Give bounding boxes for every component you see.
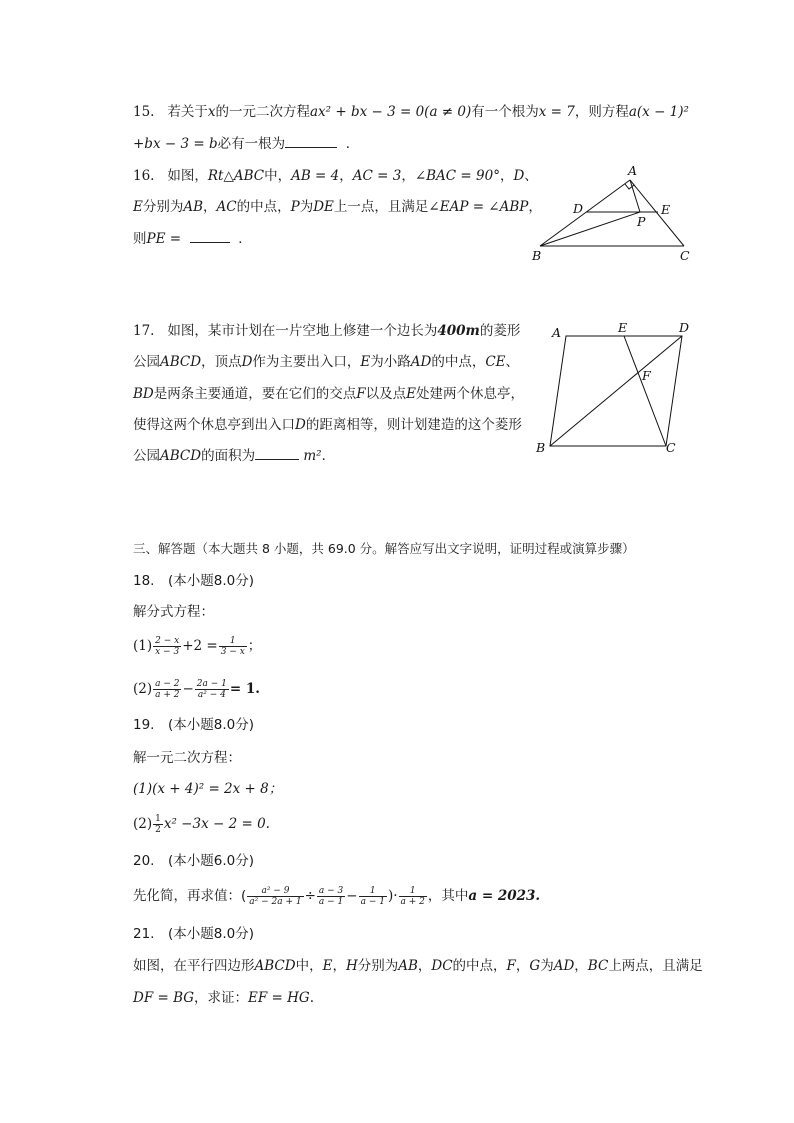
math: ÷: [304, 888, 316, 904]
denominator: x − 3: [155, 647, 180, 657]
section-3-title: 三、解答题（本大题共 8 小题，共 69.0 分。解答应写出文字说明，证明过程或演算步骤）: [133, 541, 635, 556]
q17-figure: [532, 318, 702, 460]
text: 先化简，再求值：(: [133, 888, 247, 904]
text: ，求证：: [194, 990, 249, 1006]
math: ∠EAP = ∠ABP: [428, 199, 529, 215]
text: .: [309, 990, 315, 1006]
text: 是两条主要通道，要在它们的交点: [153, 386, 357, 402]
denominator: a² − 4: [197, 690, 226, 700]
numerator: 2a − 1: [196, 679, 227, 689]
text: 上两点，且满足: [608, 958, 703, 974]
math: AC: [216, 199, 237, 215]
numerator: 2 − x: [155, 636, 180, 646]
answer-blank[interactable]: [190, 230, 230, 243]
q16-figure: [528, 162, 698, 266]
numerator: 1: [155, 814, 161, 824]
label-a: A: [628, 163, 638, 178]
math: PE =: [146, 231, 182, 247]
text: ，: [574, 958, 588, 974]
q17-line4: [133, 416, 522, 434]
text: 公园: [133, 354, 160, 370]
q16-line3: [133, 230, 252, 248]
segment-bp: [540, 212, 640, 246]
q18-head: 18. (本小题8.0分): [133, 573, 254, 589]
math: +2 =: [182, 638, 218, 654]
fraction: [153, 814, 163, 835]
text: 如图，某市计划在一片空地上修建一个边长为: [167, 323, 438, 339]
math: AD: [553, 958, 575, 974]
label-c: C: [680, 248, 690, 263]
text: 为: [540, 958, 554, 974]
q16-line2: [133, 198, 542, 216]
q15-number: 15.: [133, 104, 155, 120]
text: 为小路: [370, 354, 411, 370]
q19-head: 19. (本小题8.0分): [133, 717, 254, 733]
text: 有一个根为: [471, 104, 539, 120]
part-label: (2): [133, 816, 153, 832]
text: 中，: [295, 958, 323, 974]
text: 以及点: [365, 386, 407, 402]
segment-ce: [624, 336, 666, 446]
math: AB: [398, 958, 418, 974]
text: 分别为: [142, 199, 184, 215]
math: H: [345, 958, 358, 974]
segment-bd: [550, 336, 682, 446]
math: )·: [387, 888, 398, 904]
q18-intro: 解分式方程：: [133, 604, 214, 620]
text: 如图，: [167, 168, 208, 184]
q17-number: 17.: [133, 323, 155, 339]
text: ，: [203, 199, 217, 215]
math: BC: [587, 958, 609, 974]
part-label: (2): [133, 681, 153, 697]
numerator: 1: [399, 886, 427, 897]
math: x: [207, 104, 216, 120]
denominator: a + 2: [155, 690, 180, 700]
math: D: [241, 354, 253, 370]
text: 如图，在平行四边形: [133, 958, 255, 974]
numerator: a − 2: [155, 679, 180, 689]
segment-ab: [540, 180, 630, 246]
math: ABCD: [160, 448, 202, 464]
segment-ap: [630, 180, 640, 212]
text: ，其中: [427, 888, 469, 904]
math: E: [322, 958, 333, 974]
math: E: [133, 199, 143, 215]
denominator: a + 2: [400, 897, 425, 907]
numerator: a − 3: [318, 886, 344, 896]
numerator: 1: [359, 886, 387, 897]
text: 上一点，且满足: [333, 199, 429, 215]
q18-part2: [133, 679, 260, 700]
text: 的中点，: [431, 354, 486, 370]
math: m²: [303, 448, 322, 464]
math: AB: [183, 199, 204, 215]
q19-part2: [133, 814, 270, 835]
text: ．: [238, 231, 252, 247]
text: 的一元二次方程: [215, 104, 310, 120]
text: 的面积为: [201, 448, 256, 464]
math: ∠BAC = 90°: [414, 168, 500, 184]
text: 则: [133, 231, 147, 247]
answer-blank[interactable]: [285, 135, 337, 148]
math: −: [346, 888, 358, 904]
math: F: [356, 386, 366, 402]
part-label: (1): [133, 638, 153, 654]
text: 必有一根为: [217, 136, 286, 152]
math: D: [295, 417, 306, 433]
q19-part1: (1)(x + 4)² = 2x + 8；: [133, 781, 283, 797]
fraction: [195, 679, 229, 700]
q17-line2: [133, 353, 519, 371]
text: ；: [247, 638, 262, 654]
denominator: a − 1: [318, 897, 344, 907]
numerator: a² − 9: [247, 886, 303, 897]
q21-line1: [133, 957, 703, 975]
text: 为: [299, 199, 314, 215]
label-e: E: [661, 202, 671, 217]
text: 、: [524, 168, 538, 184]
text: ，: [339, 168, 353, 184]
numerator: 1: [219, 636, 247, 647]
q17-line3: [133, 385, 524, 403]
text: 的菱形: [479, 323, 521, 339]
fraction: [247, 886, 303, 907]
math: DE: [313, 199, 334, 215]
text: ，: [528, 199, 542, 215]
label-c: C: [666, 440, 676, 455]
text: ，: [417, 958, 432, 974]
q18-part1: [133, 636, 261, 657]
denominator: 2: [155, 825, 161, 835]
math: ax² + bx − 3 = 0(a ≠ 0): [309, 104, 472, 120]
math: x = 7: [538, 104, 575, 120]
math: DC: [431, 958, 453, 974]
label-b: B: [536, 440, 546, 455]
math: D: [513, 168, 525, 184]
text: ，: [401, 168, 415, 184]
text: ．: [345, 136, 360, 152]
math: CE: [485, 354, 506, 370]
math: a = 2023.: [468, 888, 541, 904]
fraction: [399, 886, 427, 907]
math: Rt△ABC: [207, 168, 265, 184]
text: 分别为: [357, 958, 399, 974]
math: BD: [133, 386, 154, 402]
label-d: D: [573, 201, 584, 216]
math: a(x − 1)²: [628, 104, 689, 120]
math: E: [406, 386, 416, 402]
text: 的距离相等，则计划建造的这个菱形: [305, 417, 522, 433]
label-e: E: [618, 320, 628, 335]
math: +bx − 3 = b: [133, 136, 218, 152]
q20-body: [133, 886, 540, 907]
math: −: [182, 681, 194, 697]
math: 400m: [437, 323, 480, 339]
text: 若关于: [167, 104, 208, 120]
text: 作为主要出入口，: [252, 354, 361, 370]
math: DF = BG: [133, 990, 195, 1006]
math: = 1.: [229, 681, 260, 697]
text: ．: [321, 448, 336, 464]
text: ，: [332, 958, 346, 974]
q16-number: 16.: [133, 168, 155, 184]
fraction: [317, 886, 345, 907]
answer-blank[interactable]: [255, 447, 299, 460]
denominator: a − 1: [360, 897, 385, 907]
text: 、: [505, 354, 520, 370]
label-d: D: [679, 320, 690, 335]
denominator: a² − 2a + 1: [249, 897, 302, 907]
q21-line2: [133, 989, 314, 1007]
math: AB = 4: [291, 168, 340, 184]
text: ，顶点: [201, 354, 242, 370]
text: 使得这两个休息亭到出入口: [133, 417, 295, 433]
q17-line1: [133, 322, 520, 340]
math: G: [529, 958, 541, 974]
q16-line1: [133, 167, 538, 185]
denominator: 3 − x: [220, 647, 245, 657]
label-a: A: [552, 325, 562, 340]
math: F: [506, 958, 516, 974]
text: 处建两个休息亭，: [415, 386, 524, 402]
fraction: [153, 636, 181, 657]
text: 公园: [133, 448, 160, 464]
q15-line2: [133, 135, 359, 153]
math: ABCD: [254, 958, 296, 974]
text: 中，: [264, 168, 292, 184]
q17-line5: [133, 447, 335, 465]
text: 的中点，: [452, 958, 507, 974]
label-p: P: [637, 214, 646, 229]
q15-line1: [133, 103, 689, 121]
fraction: [153, 679, 181, 700]
math: E: [360, 354, 371, 370]
q20-head: 20. (本小题6.0分): [133, 853, 254, 869]
label-b: B: [532, 248, 542, 263]
fraction: [219, 636, 247, 657]
math: x² −3x − 2 = 0.: [163, 816, 270, 832]
math: EF = HG: [248, 990, 310, 1006]
math: ABCD: [160, 354, 202, 370]
text: ，则方程: [574, 104, 629, 120]
text: ，: [499, 168, 514, 184]
math: AC = 3: [352, 168, 402, 184]
fraction: [359, 886, 387, 907]
math: P: [290, 199, 300, 215]
text: ，: [515, 958, 530, 974]
q21-head: 21. (本小题8.0分): [133, 926, 254, 942]
label-f: F: [642, 368, 651, 383]
math: AD: [410, 354, 432, 370]
text: 的中点，: [236, 199, 291, 215]
q19-intro: 解一元二次方程：: [133, 750, 241, 766]
